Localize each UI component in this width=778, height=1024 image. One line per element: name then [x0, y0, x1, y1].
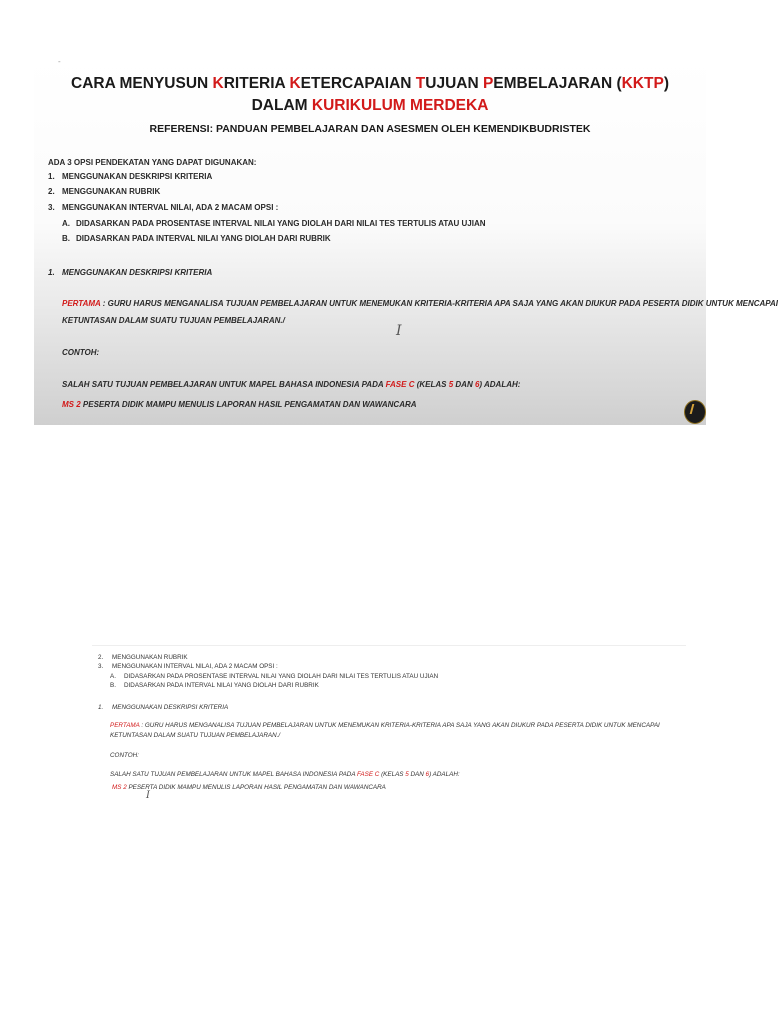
pertama-line-2-small: KETUNTASAN DALAM SUATU TUJUAN PEMBELAJARAN./	[110, 732, 281, 739]
example-sentence: SALAH SATU TUJUAN PEMBELAJARAN UNTUK MAPEL BAHASA INDONESIA PADA FASE C (KELAS 5 DAN 6) ADALAH:	[62, 380, 521, 389]
ms2-line-small: MS 2 PESERTA DIDIK MAMPU MENULIS LAPORAN HASIL PENGAMATAN DAN WAWANCARA	[112, 784, 386, 791]
title-segment: CARA MENYUSUN	[71, 75, 213, 92]
pertama-line-1: PERTAMA : GURU HARUS MENGANALISA TUJUAN PEMBELAJARAN UNTUK MENEMUKAN KRITERIA-KRITERIA APA SAJA YANG AKAN DIUKUR PADA PESERTA DIDIK UNTUK MENCAPAI	[62, 299, 778, 308]
kurikulum-merdeka: KURIKULUM MERDEKA	[311, 97, 489, 114]
option-3-sub-a: A. DIDASARKAN PADA PROSENTASE INTERVAL NILAI YANG DIOLAH DARI NILAI TES TERTULIS ATAU UJIAN	[62, 219, 486, 228]
title-segment: T	[415, 75, 426, 92]
option-3-small: 3. MENGGUNAKAN INTERVAL NILAI, ADA 2 MACAM OPSI :	[98, 663, 278, 670]
option-2-small: 2. MENGGUNAKAN RUBRIK	[98, 654, 188, 661]
option-1: 1. MENGGUNAKAN DESKRIPSI KRITERIA	[48, 172, 213, 181]
option-2: 2. MENGGUNAKAN RUBRIK	[48, 187, 161, 196]
slide-screenshot-2	[92, 645, 686, 806]
title-segment: K	[212, 75, 224, 92]
title-segment: UJUAN	[425, 75, 483, 92]
pertama-line-2: KETUNTASAN DALAM SUATU TUJUAN PEMBELAJARAN./	[62, 316, 285, 325]
option-3-sub-a-small: A. DIDASARKAN PADA PROSENTASE INTERVAL NILAI YANG DIOLAH DARI NILAI TES TERTULIS ATAU UJIAN	[110, 673, 439, 680]
option-3: 3. MENGGUNAKAN INTERVAL NILAI, ADA 2 MACAM OPSI :	[48, 203, 279, 212]
title-segment: EMBELAJARAN (	[493, 75, 622, 92]
slide-title-line-1	[34, 75, 706, 93]
section-1-heading: 1. MENGGUNAKAN DESKRIPSI KRITERIA	[48, 268, 213, 277]
pertama-line-1-small: PERTAMA : GURU HARUS MENGANALISA TUJUAN PEMBELAJARAN UNTUK MENEMUKAN KRITERIA-KRITERIA APA SAJA YANG AKAN DIUKUR PADA PESERTA DIDIK UNTUK MENCAPAI	[110, 722, 660, 729]
intro-text: ADA 3 OPSI PENDEKATAN YANG DAPAT DIGUNAKAN:	[48, 158, 257, 167]
section-1-heading-small: 1. MENGGUNAKAN DESKRIPSI KRITERIA	[98, 704, 229, 711]
top-mark: -	[58, 57, 61, 66]
option-3-sub-b-small: B. DIDASARKAN PADA INTERVAL NILAI YANG DIOLAH DARI RUBRIK	[110, 682, 319, 689]
slide-title-line-2: DALAM KURIKULUM MERDEKA	[251, 97, 489, 114]
example-sentence-small: SALAH SATU TUJUAN PEMBELAJARAN UNTUK MAPEL BAHASA INDONESIA PADA FASE C (KELAS 5 DAN 6) ADALAH:	[110, 771, 460, 778]
title-segment: K	[289, 75, 301, 92]
contoh-label-small: CONTOH:	[110, 752, 139, 759]
title-segment: ETERCAPAIAN	[300, 75, 416, 92]
text-cursor-icon: I	[396, 323, 402, 339]
title-segment: P	[482, 75, 494, 92]
slide-reference: REFERENSI: PANDUAN PEMBELAJARAN DAN ASESMEN OLEH KEMENDIKBUDRISTEK	[149, 123, 591, 135]
title-segment: RITERIA	[223, 75, 290, 92]
title-segment: KKTP	[621, 75, 664, 92]
text-cursor-icon-small: I	[146, 790, 150, 801]
option-3-sub-b: B. DIDASARKAN PADA INTERVAL NILAI YANG DIOLAH DARI RUBRIK	[62, 234, 331, 243]
title-segment: )	[663, 75, 669, 92]
slide-screenshot-1	[34, 57, 778, 425]
contoh-label: CONTOH:	[62, 348, 100, 357]
channel-logo-icon	[684, 400, 706, 424]
ms2-line: MS 2 PESERTA DIDIK MAMPU MENULIS LAPORAN HASIL PENGAMATAN DAN WAWANCARA	[62, 400, 417, 409]
